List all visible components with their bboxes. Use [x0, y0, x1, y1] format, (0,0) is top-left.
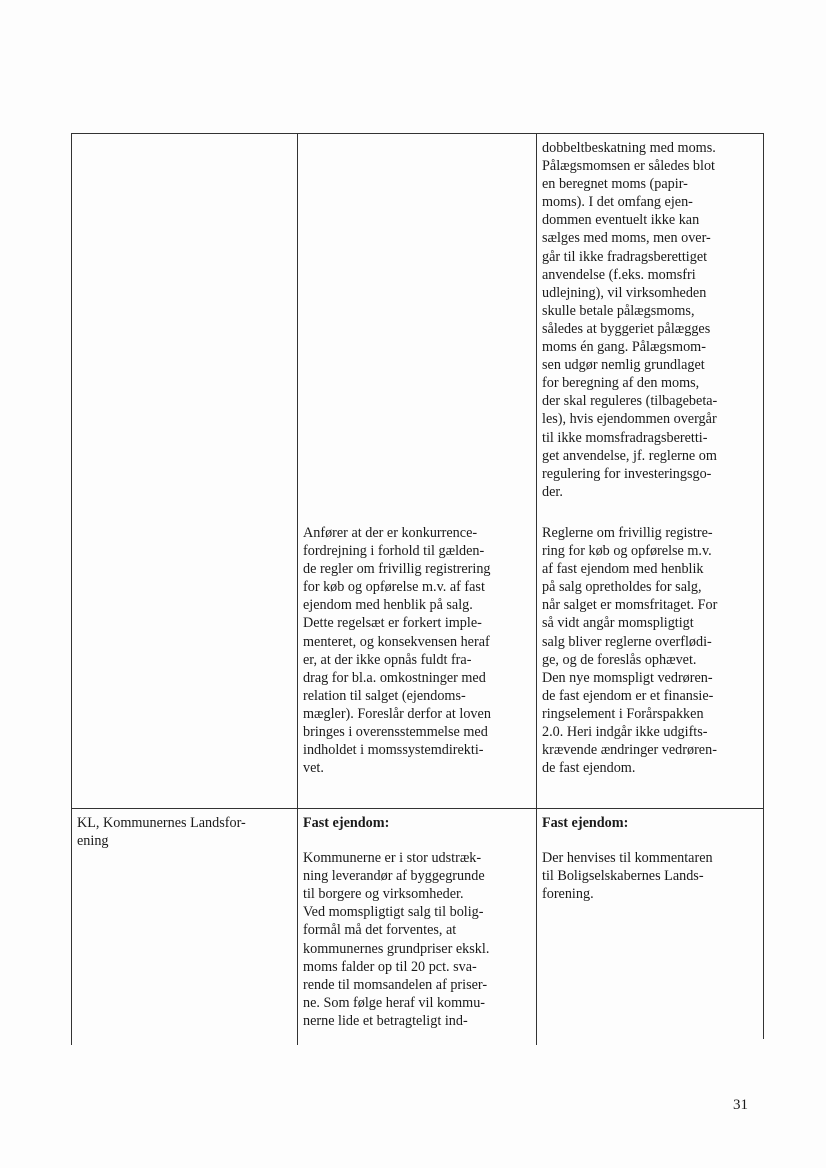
table-top-border	[71, 133, 764, 134]
row2-comment-cell: Anfører at der er konkurrence- fordrejning i forhold til gælden- de regler om frivillig registrering for køb og opførelse m.v. af fast ejendom med henblik på salg. Dette regelsæt er forkert imple- menteret, og konsekvensen heraf er, at der ikke opnås fuldt fra- drag for bl.a. omkostninger med relation til salget (ejendoms- mægler). Foreslår derfor at loven bringes i overensstemmelse med indholdet i momssystemdirekti- vet.	[303, 525, 491, 777]
row2-response-cell: Reglerne om frivillig registre- ring for køb og opførelse m.v. af fast ejendom med henblik på salg opretholdes for salg, når salget er momsfritaget. For så vidt angår momspligtigt salg bliver reglerne overflødi- ge, og de foreslås ophævet. Den nye momspligt vedrøren- de fast ejendom er et finansie- ringselement i Forårspakken 2.0. Heri indgår ikke udgifts- krævende ændringer vedrøren- de fast ejendom.	[542, 525, 718, 777]
page-number: 31	[733, 1097, 748, 1113]
column-divider-1	[297, 133, 298, 1045]
row3-comment-text: Kommunerne er i stor udstræk- ning leverandør af byggegrunde til borgere og virksomheder. Ved momspligtigt salg til bolig- formål må det forventes, at kommunernes grundpriser ekskl. moms falder op til 20 pct. sva- rende til momsandelen af priser- ne. Som følge heraf vil kommu- nerne lide et betragteligt ind-	[303, 850, 490, 1029]
row3-response-text: Der henvises til kommentaren til Boligselskabernes Lands- forening.	[542, 850, 713, 903]
row1-response-cell: dobbeltbeskatning med moms. Pålægsmomsen er således blot en beregnet moms (papir- moms). I det omfang ejen- dommen eventuelt ikke kan sælges med moms, men over- går til ikke fradragsberettiget anvendelse (f.eks. momsfri udlejning), vil virksomheden skulle betale pålægsmoms, således at byggeriet pålægges moms én gang. Pålægsmom- sen udgør nemlig grundlaget for beregning af den moms, der skal reguleres (tilbagebeta- les), hvis ejendommen overgår til ikke momsfradragsberetti- get anvendelse, jf. reglerne om regulering for investeringsgo- der.	[542, 140, 718, 500]
row3-response-cell	[542, 814, 760, 903]
table-right-border	[763, 133, 764, 1039]
consultation-table	[71, 133, 764, 1045]
row-divider	[71, 808, 764, 809]
row3-organization-cell: KL, Kommunernes Landsfor- ening	[77, 815, 246, 850]
row3-comment-cell	[303, 814, 531, 1030]
row3-response-heading: Fast ejendom:	[542, 815, 629, 831]
column-divider-2	[536, 133, 537, 1045]
table-left-border	[71, 133, 72, 1045]
row3-comment-heading: Fast ejendom:	[303, 815, 390, 831]
